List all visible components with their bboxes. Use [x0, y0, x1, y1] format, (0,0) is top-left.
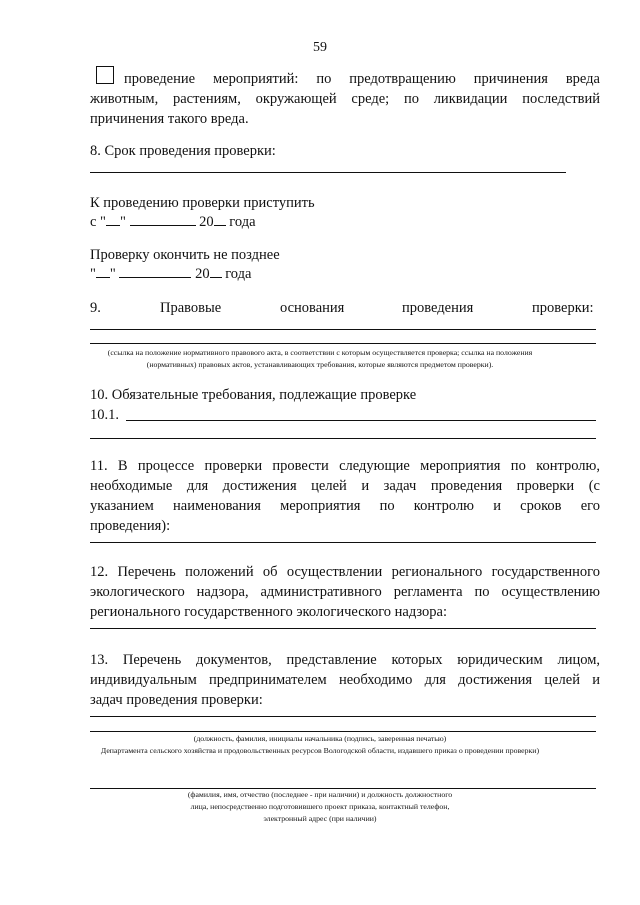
item9-line-1[interactable]: [90, 329, 596, 330]
item12-line-1: 12. Перечень положений об осуществлении регионального государственного: [90, 564, 600, 580]
end-date-quote: ": [109, 266, 116, 282]
end-year-field[interactable]: [210, 263, 222, 278]
end-label: Проверку окончить не позднее: [90, 247, 280, 263]
item12-line-2: экологического надзора, административного регламента по осуществлению: [90, 584, 600, 600]
start-day-field[interactable]: [106, 211, 120, 226]
item9-word-4: проверки:: [532, 300, 594, 316]
item11-line[interactable]: [90, 542, 596, 543]
end-year-prefix: 20: [195, 266, 210, 282]
signature-line[interactable]: [90, 731, 596, 732]
item12-line-3: регионального государственного экологического надзора:: [90, 604, 448, 620]
item11-line-2: необходимые для достижения целей и задач проведения проверки (с: [90, 478, 600, 494]
item8-heading: 8. Срок проведения проверки:: [90, 143, 276, 159]
prevention-line-1: проведение мероприятий: по предотвращению причинения вреда: [124, 71, 600, 87]
end-day-field[interactable]: [96, 263, 110, 278]
start-date-row: [90, 211, 256, 232]
item10-line-2[interactable]: [90, 438, 596, 439]
item13-line-1: 13. Перечень документов, представление которых юридическим лицом,: [90, 652, 600, 668]
item11-line-1: 11. В процессе проверки провести следующие мероприятия по контролю,: [90, 458, 600, 474]
start-month-field[interactable]: [130, 211, 196, 226]
prevention-line-2: животным, растениям, окружающей среде; по ликвидации последствий: [90, 91, 600, 107]
author-note-2: лица, непосредственно подготовившего проект приказа, контактный телефон,: [190, 802, 450, 811]
item9-line-2[interactable]: [90, 343, 596, 344]
item10-sub: 10.1.: [90, 407, 119, 423]
page-number: 59: [313, 40, 327, 55]
item13-line-3: задач проведения проверки:: [90, 692, 263, 708]
signature-note-1: (должность, фамилия, инициалы начальника (подпись, заверенная печатью): [193, 734, 447, 743]
start-label: К проведению проверки приступить: [90, 195, 315, 211]
start-year-prefix: 20: [199, 214, 214, 230]
end-month-field[interactable]: [119, 263, 191, 278]
item12-line[interactable]: [90, 628, 596, 629]
item13-line-2: индивидуальным предпринимателем необходимо для достижения целей и: [90, 672, 600, 688]
start-year-suffix: года: [229, 214, 256, 230]
item9-number: 9.: [90, 300, 101, 316]
start-date-prefix: с ": [90, 214, 106, 230]
start-date-quote: ": [119, 214, 126, 230]
end-year-suffix: года: [225, 266, 252, 282]
end-date-row: [90, 263, 251, 284]
item8-line[interactable]: [90, 172, 566, 173]
item9-word-3: проведения: [402, 300, 474, 316]
prevention-line-3: причинения такого вреда.: [90, 111, 249, 127]
author-note-1: (фамилия, имя, отчество (последнее - при наличии) и должность должностного: [187, 790, 453, 799]
start-year-field[interactable]: [214, 211, 226, 226]
item9-note-1: (ссылка на положение нормативного правового акта, в соответствии с которым осуществляется проверка; ссылка на положения: [107, 348, 533, 357]
item9-word-2: основания: [280, 300, 345, 316]
item10-heading: 10. Обязательные требования, подлежащие проверке: [90, 387, 417, 403]
item9-word-1: Правовые: [160, 300, 222, 316]
end-date-open: ": [90, 266, 96, 282]
item10-line-1[interactable]: [126, 420, 596, 421]
author-note-3: электронный адрес (при наличии): [263, 814, 377, 823]
item11-line-4: проведения):: [90, 518, 171, 534]
item11-line-3: указанием наименования мероприятия по контролю и сроков его: [90, 498, 600, 514]
checkbox[interactable]: [96, 66, 114, 84]
item13-line[interactable]: [90, 716, 596, 717]
signature-note-2: Департамента сельского хозяйства и продовольственных ресурсов Вологодской области, издавшего приказ о проведении проверки): [100, 746, 540, 755]
item9-note-2: (нормативных) правовых актов, устанавливающих требования, которые являются предметом проверки).: [146, 360, 494, 369]
